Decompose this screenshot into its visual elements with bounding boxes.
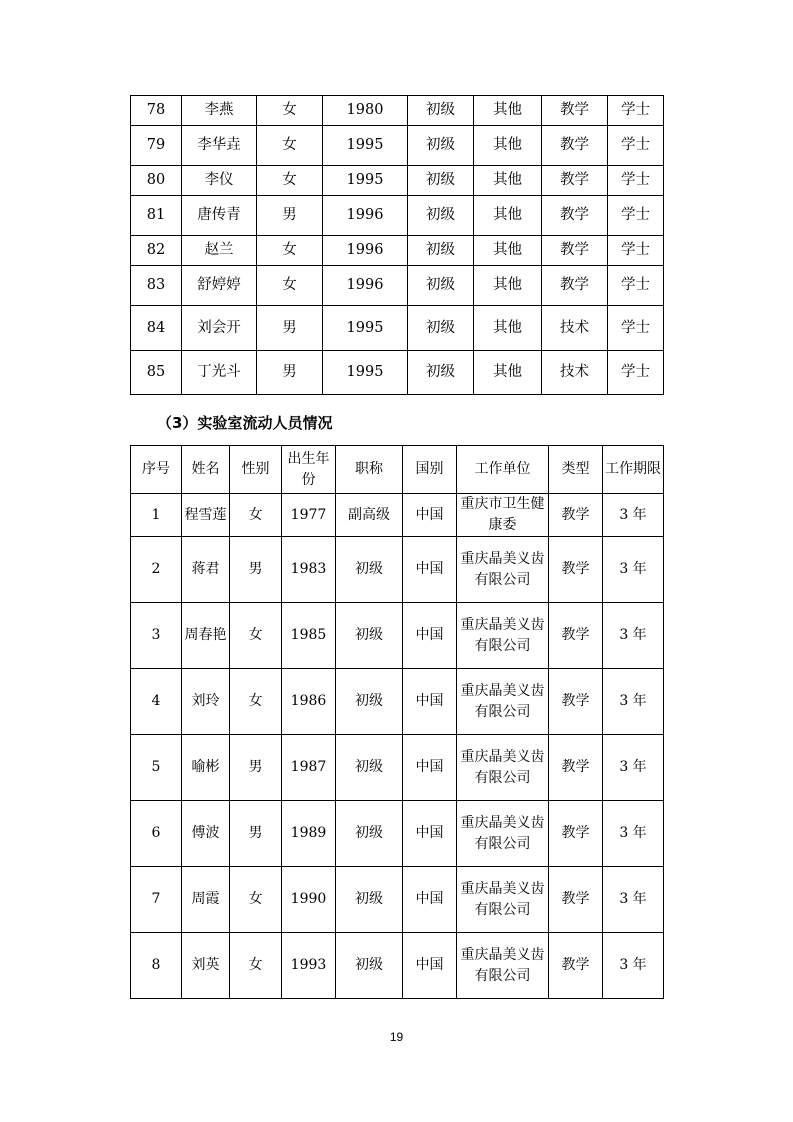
table-row xyxy=(131,351,664,395)
table-cell: 学士 xyxy=(608,196,664,236)
table-cell: 1995 xyxy=(323,306,408,351)
table-cell: 唐传青 xyxy=(182,196,257,236)
table-cell: 3 年 xyxy=(603,933,664,999)
table-cell: 84 xyxy=(131,306,182,351)
table-cell: 学士 xyxy=(608,236,664,266)
table-cell: 其他 xyxy=(474,266,542,306)
table-cell: 初级 xyxy=(408,96,474,126)
table-cell: 1995 xyxy=(323,351,408,395)
table-cell: 男 xyxy=(230,735,282,801)
table-cell: 8 xyxy=(131,933,182,999)
table-cell: 3 xyxy=(131,603,182,669)
table-cell: 1 xyxy=(131,494,182,537)
table-cell: 男 xyxy=(230,801,282,867)
table-cell: 1977 xyxy=(282,494,336,537)
table-cell: 学士 xyxy=(608,126,664,166)
table-row xyxy=(131,96,664,126)
column-header: 工作单位 xyxy=(457,446,549,494)
table-cell: 赵兰 xyxy=(182,236,257,266)
table-row xyxy=(131,669,664,735)
table-row xyxy=(131,196,664,236)
table-cell: 丁光斗 xyxy=(182,351,257,395)
table-cell: 初级 xyxy=(336,537,403,603)
table-cell: 学士 xyxy=(608,266,664,306)
table-cell: 初级 xyxy=(408,306,474,351)
table-cell: 重庆晶美义齿有限公司 xyxy=(457,801,549,867)
table-cell: 1985 xyxy=(282,603,336,669)
table-cell: 李仪 xyxy=(182,166,257,196)
table-cell: 教学 xyxy=(549,735,603,801)
table-row xyxy=(131,537,664,603)
table-cell: 女 xyxy=(230,603,282,669)
table-cell: 中国 xyxy=(403,735,457,801)
page-number: 19 xyxy=(389,1030,404,1044)
table-cell: 女 xyxy=(230,933,282,999)
table-cell: 教学 xyxy=(542,236,608,266)
column-header: 职称 xyxy=(336,446,403,494)
column-header: 类型 xyxy=(549,446,603,494)
table-cell: 1996 xyxy=(323,266,408,306)
table-cell: 教学 xyxy=(542,196,608,236)
table-cell: 刘玲 xyxy=(182,669,230,735)
table-cell: 副高级 xyxy=(336,494,403,537)
table-cell: 教学 xyxy=(542,166,608,196)
table-cell: 喻彬 xyxy=(182,735,230,801)
table-cell: 重庆晶美义齿有限公司 xyxy=(457,603,549,669)
table-cell: 女 xyxy=(257,126,323,166)
table-cell: 2 xyxy=(131,537,182,603)
table-cell: 中国 xyxy=(403,537,457,603)
table-cell: 初级 xyxy=(336,933,403,999)
table-cell: 中国 xyxy=(403,801,457,867)
table-cell: 女 xyxy=(257,96,323,126)
table-cell: 1995 xyxy=(323,126,408,166)
table-cell: 蒋君 xyxy=(182,537,230,603)
table-cell: 初级 xyxy=(336,867,403,933)
table-cell: 教学 xyxy=(549,867,603,933)
mobile-staff-table xyxy=(130,445,664,999)
table-row xyxy=(131,166,664,196)
table-cell: 教学 xyxy=(549,669,603,735)
table-cell: 7 xyxy=(131,867,182,933)
table-cell: 初级 xyxy=(336,603,403,669)
table-cell: 女 xyxy=(257,166,323,196)
table-cell: 程雪莲 xyxy=(182,494,230,537)
table-cell: 3 年 xyxy=(603,537,664,603)
table-cell: 3 年 xyxy=(603,603,664,669)
table-cell: 3 年 xyxy=(603,801,664,867)
table-cell: 4 xyxy=(131,669,182,735)
table-cell: 重庆晶美义齿有限公司 xyxy=(457,933,549,999)
table-cell: 周霞 xyxy=(182,867,230,933)
table-cell: 初级 xyxy=(408,236,474,266)
table-cell: 其他 xyxy=(474,306,542,351)
table-cell: 刘英 xyxy=(182,933,230,999)
table-cell: 初级 xyxy=(336,801,403,867)
table-row xyxy=(131,801,664,867)
table-cell: 初级 xyxy=(336,735,403,801)
table-cell: 85 xyxy=(131,351,182,395)
table-row xyxy=(131,306,664,351)
table-cell: 1980 xyxy=(323,96,408,126)
table-cell: 初级 xyxy=(408,266,474,306)
table-row xyxy=(131,933,664,999)
table-cell: 技术 xyxy=(542,351,608,395)
table-row xyxy=(131,867,664,933)
column-header: 性别 xyxy=(230,446,282,494)
table-cell: 傅波 xyxy=(182,801,230,867)
table-cell: 舒婷婷 xyxy=(182,266,257,306)
table-cell: 李华垚 xyxy=(182,126,257,166)
table-cell: 女 xyxy=(230,494,282,537)
table-cell: 1983 xyxy=(282,537,336,603)
table-cell: 1996 xyxy=(323,236,408,266)
table-cell: 1990 xyxy=(282,867,336,933)
table-header-row xyxy=(131,446,664,494)
table-cell: 女 xyxy=(257,236,323,266)
table-cell: 1993 xyxy=(282,933,336,999)
table-cell: 初级 xyxy=(336,669,403,735)
column-header: 国别 xyxy=(403,446,457,494)
table-cell: 男 xyxy=(257,351,323,395)
table-cell: 女 xyxy=(230,669,282,735)
table-cell: 中国 xyxy=(403,669,457,735)
table-cell: 重庆晶美义齿有限公司 xyxy=(457,669,549,735)
table-cell: 其他 xyxy=(474,351,542,395)
table-cell: 教学 xyxy=(549,603,603,669)
table-cell: 中国 xyxy=(403,494,457,537)
table-cell: 技术 xyxy=(542,306,608,351)
column-header: 工作期限 xyxy=(603,446,664,494)
table-cell: 3 年 xyxy=(603,494,664,537)
table-row xyxy=(131,603,664,669)
table-cell: 男 xyxy=(257,196,323,236)
staff-table xyxy=(130,95,664,395)
table-cell: 重庆晶美义齿有限公司 xyxy=(457,537,549,603)
table-cell: 初级 xyxy=(408,351,474,395)
table-cell: 重庆市卫生健康委 xyxy=(457,494,549,537)
table-cell: 教学 xyxy=(542,266,608,306)
column-header: 姓名 xyxy=(182,446,230,494)
table-cell: 80 xyxy=(131,166,182,196)
table-cell: 学士 xyxy=(608,306,664,351)
table-cell: 82 xyxy=(131,236,182,266)
table-cell: 其他 xyxy=(474,196,542,236)
table-cell: 其他 xyxy=(474,126,542,166)
table-cell: 学士 xyxy=(608,351,664,395)
column-header: 序号 xyxy=(131,446,182,494)
table-row xyxy=(131,494,664,537)
table-cell: 男 xyxy=(230,537,282,603)
table-cell: 78 xyxy=(131,96,182,126)
table-cell: 6 xyxy=(131,801,182,867)
table-cell: 学士 xyxy=(608,166,664,196)
table-cell: 周春艳 xyxy=(182,603,230,669)
table-cell: 初级 xyxy=(408,126,474,166)
table-cell: 3 年 xyxy=(603,735,664,801)
table-cell: 79 xyxy=(131,126,182,166)
table-cell: 学士 xyxy=(608,96,664,126)
table-cell: 83 xyxy=(131,266,182,306)
table-cell: 其他 xyxy=(474,96,542,126)
table-cell: 女 xyxy=(230,867,282,933)
column-header: 出生年份 xyxy=(282,446,336,494)
table-cell: 5 xyxy=(131,735,182,801)
table-cell: 3 年 xyxy=(603,867,664,933)
table-cell: 1987 xyxy=(282,735,336,801)
table-cell: 教学 xyxy=(549,801,603,867)
table-cell: 中国 xyxy=(403,933,457,999)
table-cell: 教学 xyxy=(549,494,603,537)
table-row xyxy=(131,735,664,801)
table-row xyxy=(131,266,664,306)
table-cell: 1989 xyxy=(282,801,336,867)
table-cell: 教学 xyxy=(542,96,608,126)
table-cell: 男 xyxy=(257,306,323,351)
table-cell: 1996 xyxy=(323,196,408,236)
table-cell: 教学 xyxy=(549,933,603,999)
table-cell: 刘会开 xyxy=(182,306,257,351)
table-cell: 81 xyxy=(131,196,182,236)
table-cell: 重庆晶美义齿有限公司 xyxy=(457,735,549,801)
table-cell: 其他 xyxy=(474,166,542,196)
table-cell: 李燕 xyxy=(182,96,257,126)
table-cell: 女 xyxy=(257,266,323,306)
table-cell: 中国 xyxy=(403,603,457,669)
table-cell: 教学 xyxy=(549,537,603,603)
table-cell: 1995 xyxy=(323,166,408,196)
table-cell: 1986 xyxy=(282,669,336,735)
table-cell: 教学 xyxy=(542,126,608,166)
table-cell: 初级 xyxy=(408,166,474,196)
table-cell: 中国 xyxy=(403,867,457,933)
table-cell: 重庆晶美义齿有限公司 xyxy=(457,867,549,933)
table-cell: 初级 xyxy=(408,196,474,236)
section-heading: （3）实验室流动人员情况 xyxy=(157,414,333,432)
table-row xyxy=(131,236,664,266)
table-cell: 其他 xyxy=(474,236,542,266)
table-row xyxy=(131,126,664,166)
table-cell: 3 年 xyxy=(603,669,664,735)
